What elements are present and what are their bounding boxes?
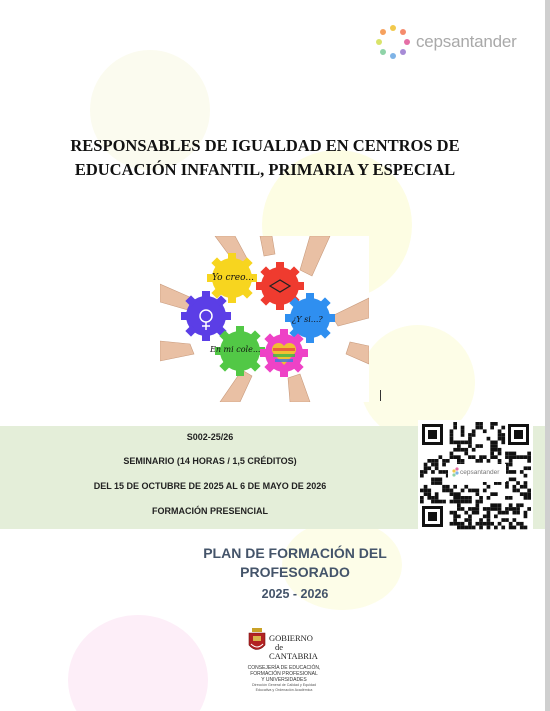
logo-dots-icon bbox=[376, 25, 410, 59]
rainbow-heart-icon bbox=[272, 343, 296, 365]
gobierno-cantabria-logo bbox=[246, 626, 321, 694]
course-mode: FORMACIÓN PRESENCIAL bbox=[151, 506, 268, 516]
gears-hands-illustration bbox=[160, 236, 369, 402]
decorative-circle bbox=[68, 615, 208, 711]
course-seminar: SEMINARIO (14 HORAS / 1,5 CRÉDITOS) bbox=[123, 456, 297, 466]
gov-dir-line-1: Dirección General de Calidad y Equidad bbox=[252, 683, 316, 687]
page-title bbox=[0, 134, 530, 182]
plan-years: 2025 - 2026 bbox=[261, 587, 329, 601]
gov-name-line-3: CANTABRIA bbox=[269, 651, 318, 661]
gear-label-en-mi-cole: En mi cole... bbox=[210, 345, 261, 354]
pink-gear-icon bbox=[260, 329, 308, 377]
page-edge bbox=[545, 0, 550, 711]
plan-title-line-1: PLAN DE FORMACIÓN DEL bbox=[203, 545, 387, 561]
course-dates: DEL 15 DE OCTUBRE DE 2025 AL 6 DE MAYO DE 2026 bbox=[93, 481, 327, 491]
text-cursor bbox=[380, 390, 381, 401]
gov-dept-line-1: CONSEJERÍA DE EDUCACIÓN, bbox=[247, 665, 321, 671]
cantabria-shield-icon bbox=[248, 628, 266, 654]
qr-code[interactable] bbox=[418, 420, 533, 531]
qr-logo-text: cepsantander bbox=[460, 469, 500, 476]
gov-name-line-2: de bbox=[275, 642, 284, 652]
gov-name-line-1: GOBIERNO bbox=[269, 633, 313, 643]
gov-department bbox=[242, 665, 326, 692]
gov-dept-line-3: Y UNIVERSIDADES bbox=[261, 677, 307, 683]
cepsantander-logo bbox=[376, 24, 517, 60]
gear-label-y-si: ¿Y si...? bbox=[292, 315, 323, 324]
course-code: S002-25/26 bbox=[186, 432, 234, 442]
gov-dir-line-2: Educativa y Ordenación Académica bbox=[255, 687, 313, 692]
gov-dept-line-2: FORMACIÓN PROFESIONAL bbox=[250, 671, 318, 677]
gov-name bbox=[269, 634, 318, 661]
title-line-2: EDUCACIÓN INFANTIL, PRIMARIA Y ESPECIAL bbox=[74, 160, 456, 179]
qr-code-icon bbox=[418, 420, 533, 531]
plan-title-line-2: PROFESORADO bbox=[240, 564, 350, 580]
gear-label-yo-creo: Yo creo... bbox=[212, 273, 254, 283]
logo-text: cepsantander bbox=[416, 32, 517, 51]
title-line-1: RESPONSABLES DE IGUALDAD EN CENTROS DE bbox=[70, 136, 460, 155]
